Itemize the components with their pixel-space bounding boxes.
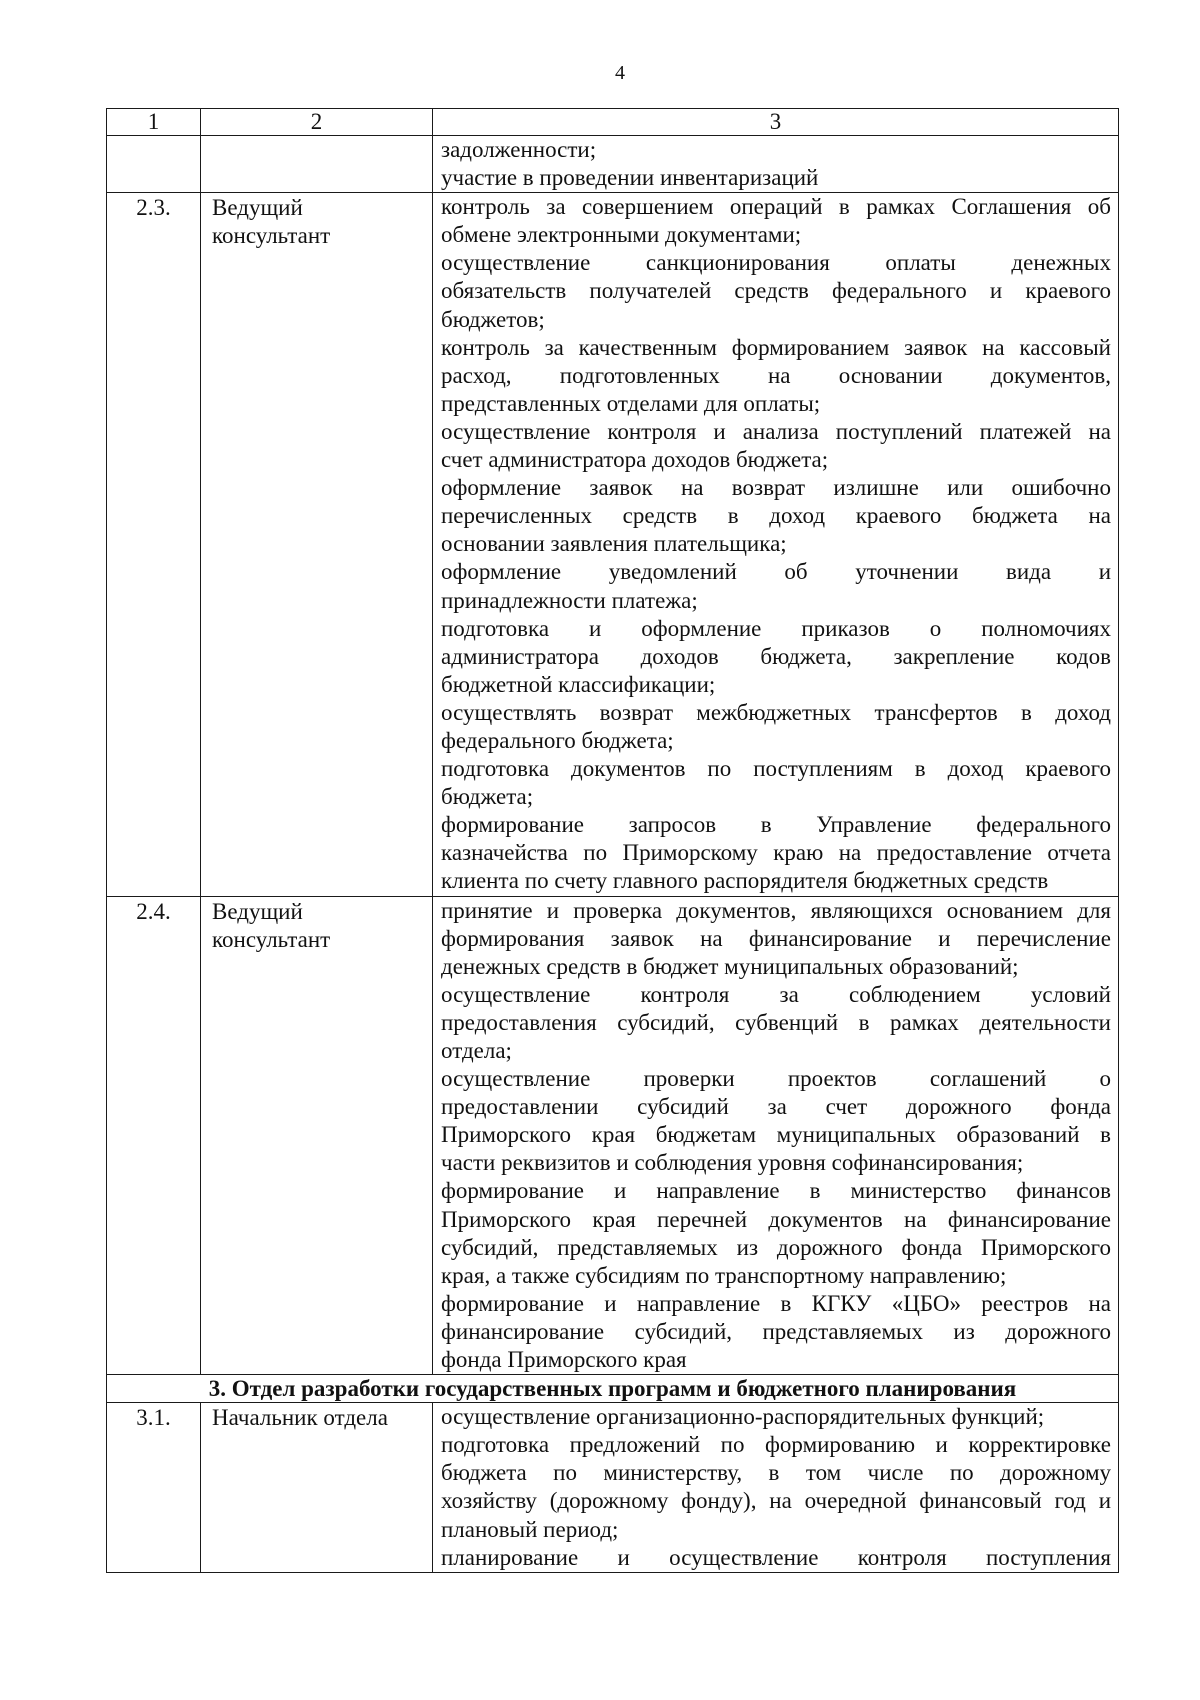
duty-line: федерального бюджета; [441, 727, 674, 753]
duty-line: бюджета по министерству, в том числе по дорожному [441, 1460, 1111, 1486]
position-cell [201, 1403, 433, 1573]
duty-line: плановый период; [441, 1516, 619, 1542]
duty-line: осуществление контроля и анализа поступлений платежей на [441, 418, 1111, 444]
position-line: Ведущий [212, 195, 303, 221]
position-cell [201, 136, 433, 193]
duty-line: обязательств получателей средств федерального и краевого [441, 278, 1111, 304]
page-number: 4 [615, 62, 625, 84]
row-number: 3.1. [107, 1403, 201, 1573]
duty-line: подготовка предложений по формированию и корректировке [441, 1432, 1111, 1458]
duty-line: формирование запросов в Управление федерального [441, 812, 1111, 838]
row-number: 2.4. [107, 896, 201, 1375]
duty-line: осуществлять возврат межбюджетных трансфертов в доход [441, 699, 1111, 725]
duty-line: бюджетной классификации; [441, 671, 716, 697]
duty-line: предоставления субсидий, субвенций в рамках деятельности [441, 1009, 1111, 1035]
duty-line: расход, подготовленных на основании документов, [441, 362, 1111, 388]
duties-cell [433, 193, 1119, 896]
duty-line: клиента по счету главного распорядителя бюджетных средств [441, 868, 1049, 894]
duty-line: отдела; [441, 1038, 512, 1063]
duty-line: субсидий, представляемых из дорожного фонда Приморского [441, 1234, 1111, 1260]
duty-line: денежных средств в бюджет муниципальных образований; [441, 953, 1019, 979]
section-title: 3. Отдел разработки государственных программ и бюджетного планирования [107, 1375, 1119, 1403]
duty-line: бюджетов; [441, 306, 545, 332]
duty-line: перечисленных средств в доход краевого бюджета на [441, 503, 1111, 529]
duty-line: казначейства по Приморскому краю на предоставление отчета [441, 840, 1111, 866]
duty-line: Приморского края бюджетам муниципальных образований в [441, 1122, 1111, 1148]
header-col-3: 3 [433, 109, 1119, 136]
duty-line: формирования заявок на финансирование и перечисление [441, 925, 1111, 951]
duty-line: представленных отделами для оплаты; [441, 390, 821, 416]
position-line: консультант [212, 223, 331, 249]
duty-line: осуществление санкционирования оплаты денежных [441, 250, 1111, 276]
duty-line: участие в проведении инвентаризаций [441, 165, 819, 191]
duty-line: формирование и направление в КГКУ «ЦБО» реестров на [441, 1290, 1111, 1316]
duty-line: обмене электронными документами; [441, 222, 802, 248]
duty-line: предоставлении субсидий за счет дорожного фонда [441, 1094, 1111, 1120]
position-cell [201, 896, 433, 1375]
duty-line: контроль за качественным формированием заявок на кассовый [441, 334, 1111, 360]
duty-line: принадлежности платежа; [441, 587, 698, 613]
table-row [107, 896, 1119, 1375]
duties-cell [433, 896, 1119, 1375]
duty-line: оформление уведомлений об уточнении вида и [441, 559, 1111, 585]
position-line: Начальник отдела [212, 1405, 388, 1431]
table-row [107, 193, 1119, 896]
table-row [107, 136, 1119, 193]
row-number [107, 136, 201, 193]
duty-line: контроль за совершением операций в рамках Соглашения об [441, 194, 1111, 220]
table-row [107, 1403, 1119, 1573]
section-row [107, 1375, 1119, 1403]
duty-line: фонда Приморского края [441, 1347, 687, 1373]
duty-line: формирование и направление в министерство финансов [441, 1178, 1111, 1204]
position-line: консультант [212, 926, 331, 952]
duty-line: подготовка документов по поступлениям в доход краевого [441, 756, 1111, 782]
duties-cell [433, 1403, 1119, 1573]
duty-line: части реквизитов и соблюдения уровня софинансирования; [441, 1150, 1024, 1176]
duty-line: края, а также субсидиям по транспортному направлению; [441, 1262, 1007, 1288]
duty-line: хозяйству (дорожному фонду), на очередной финансовый год и [441, 1488, 1111, 1514]
duty-line: осуществление проверки проектов соглашений о [441, 1066, 1111, 1092]
duty-line: Приморского края перечней документов на финансирование [441, 1206, 1111, 1232]
duties-cell [433, 136, 1119, 193]
table-header-row [107, 109, 1119, 136]
duty-line: основании заявления плательщика; [441, 531, 787, 557]
duty-line: бюджета; [441, 784, 534, 810]
duty-line: планирование и осуществление контроля поступления [441, 1544, 1111, 1570]
duties-table [106, 108, 1119, 1573]
duty-line: принятие и проверка документов, являющихся основанием для [441, 897, 1111, 923]
header-col-1: 1 [107, 109, 201, 136]
duty-line: осуществление контроля за соблюдением условий [441, 981, 1111, 1007]
duty-line: счет администратора доходов бюджета; [441, 447, 829, 473]
duty-line: финансирование субсидий, представляемых из дорожного [441, 1318, 1111, 1344]
duty-line: подготовка и оформление приказов о полномочиях [441, 615, 1111, 641]
header-col-2: 2 [201, 109, 433, 136]
duty-line: оформление заявок на возврат излишне или ошибочно [441, 475, 1111, 501]
position-cell [201, 193, 433, 896]
duty-line: администратора доходов бюджета, закрепление кодов [441, 643, 1111, 669]
row-number: 2.3. [107, 193, 201, 896]
duty-line: осуществление организационно-распорядительных функций; [441, 1404, 1045, 1430]
duty-line: задолженности; [441, 137, 597, 162]
position-line: Ведущий [212, 898, 303, 924]
